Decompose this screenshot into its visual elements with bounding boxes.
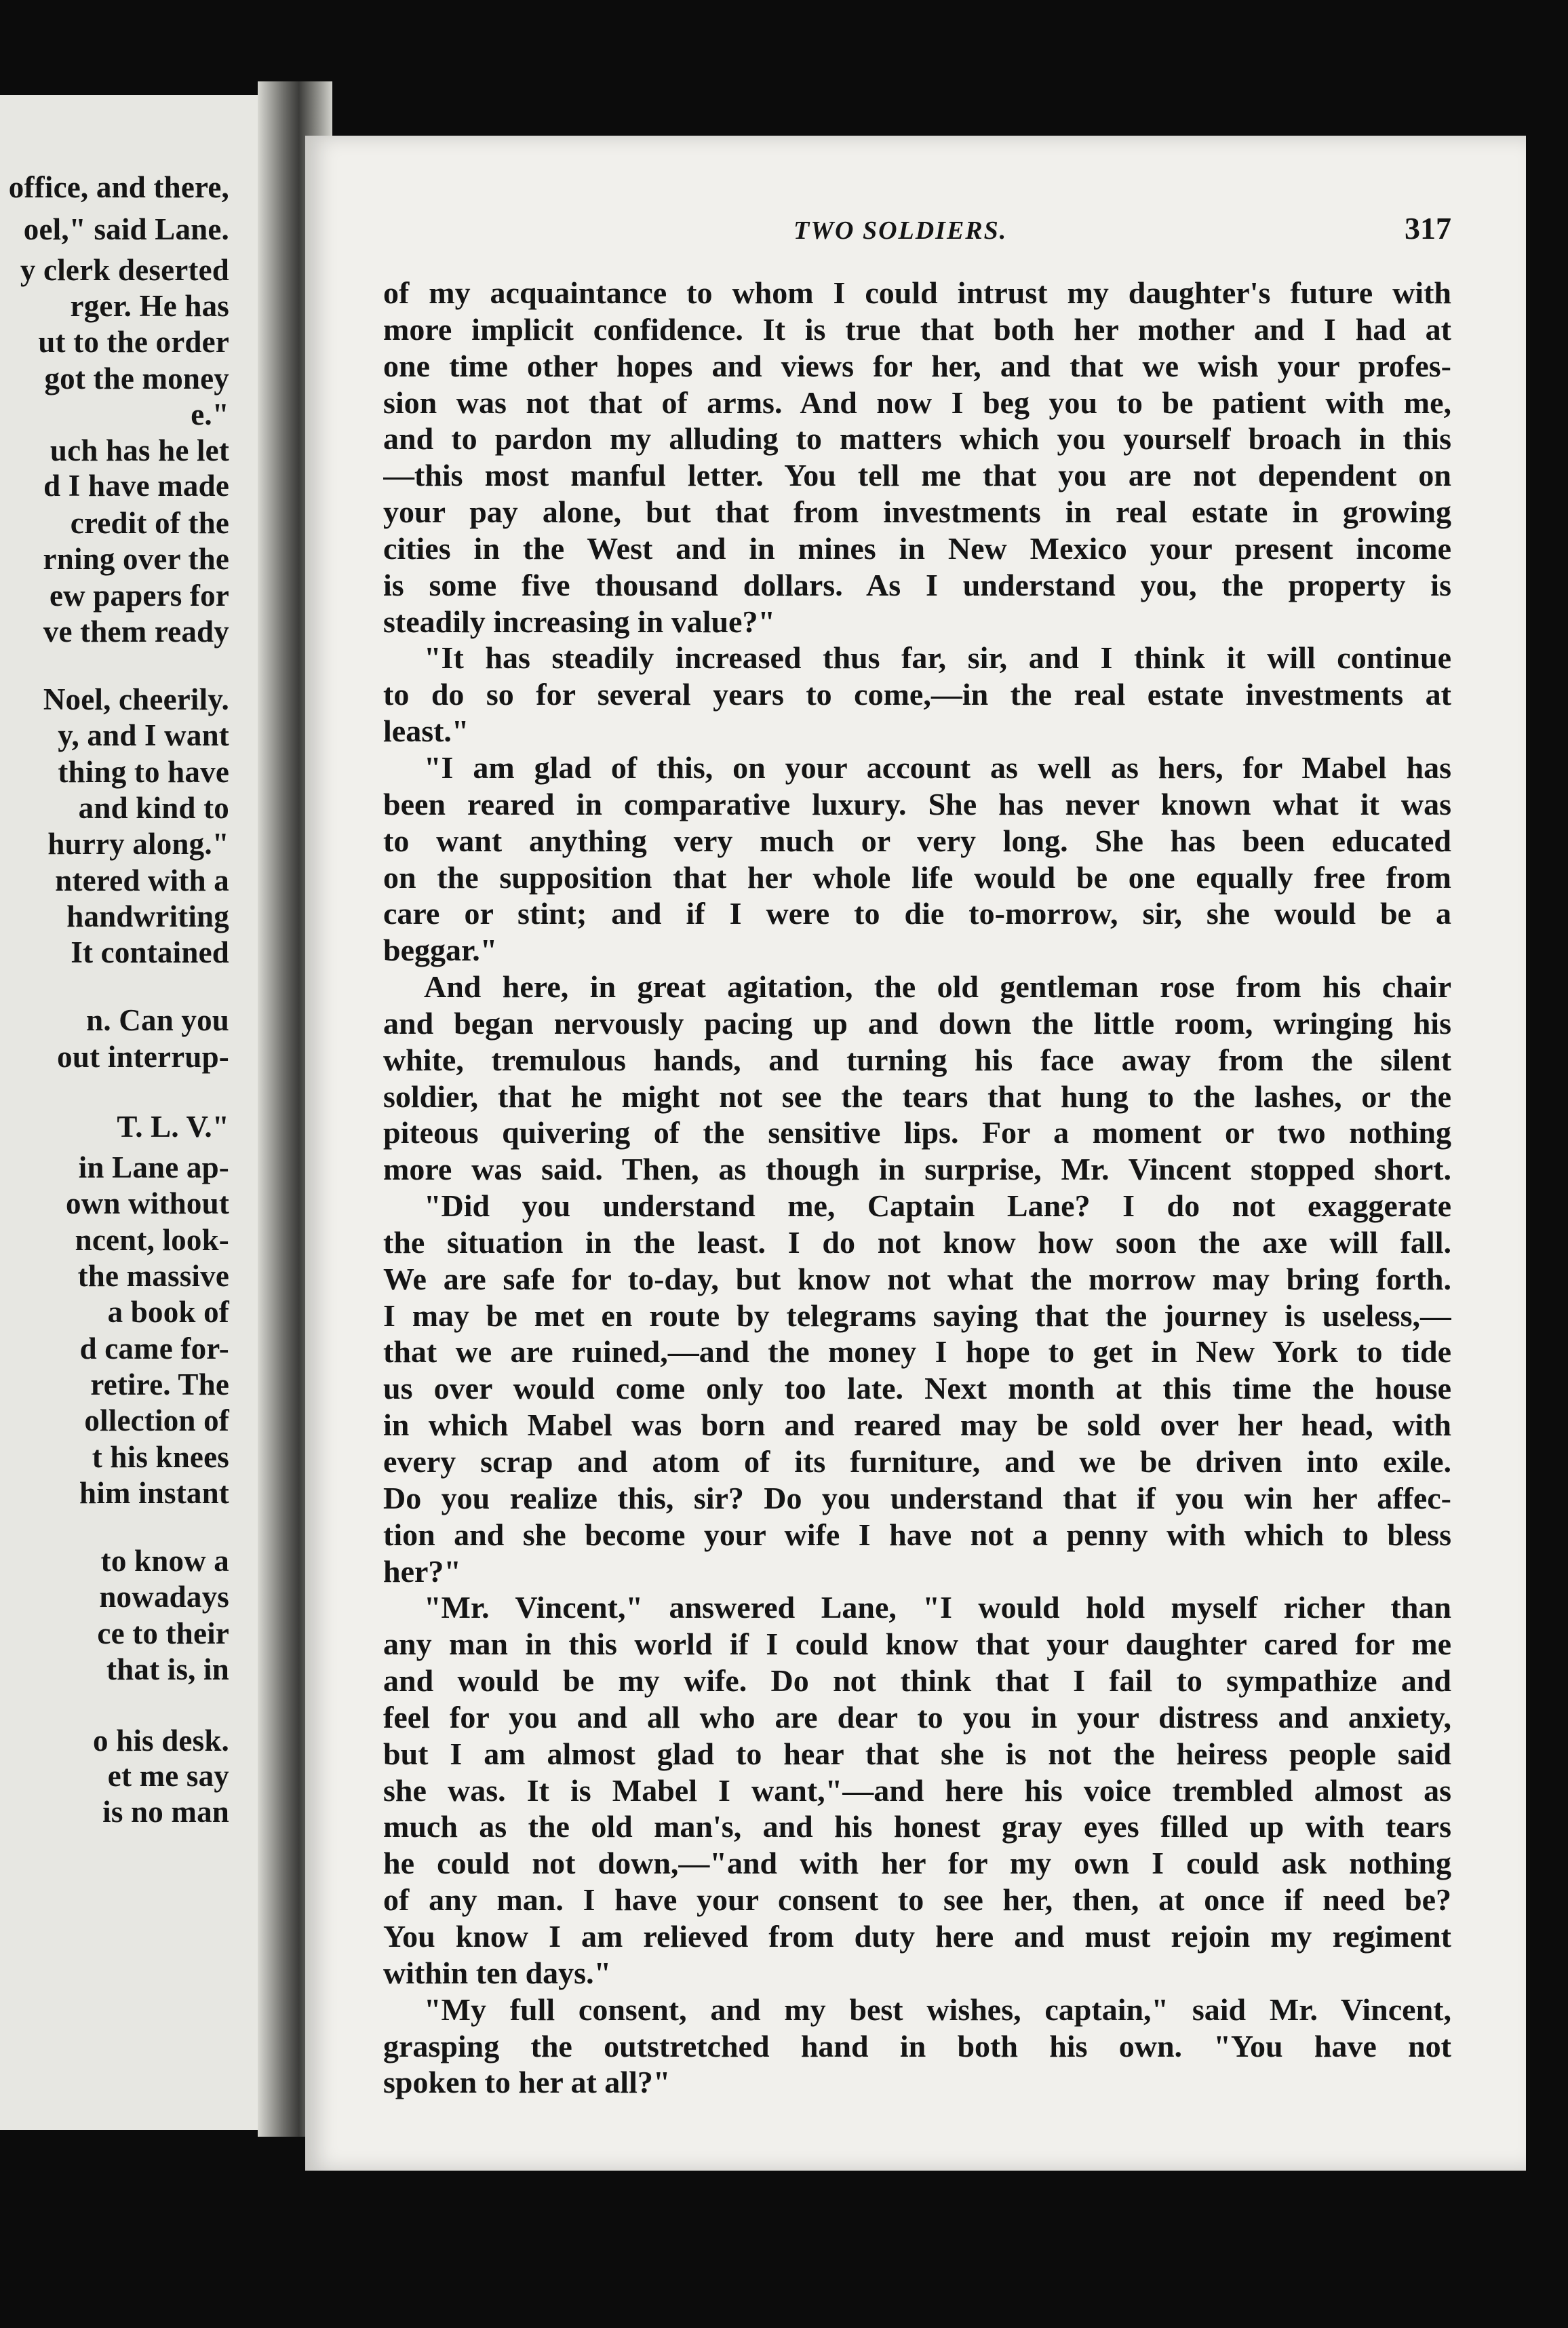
left-page-line: e.": [191, 397, 229, 431]
text-line: piteous quivering of the sensitive lips. For a moment or two nothing: [383, 1115, 1451, 1150]
left-page-line: et me say: [107, 1759, 229, 1793]
text-line: the situation in the least. I do not know how soon the axe will fall.: [383, 1224, 1451, 1260]
left-page-line: hurry along.": [47, 827, 229, 861]
left-page-line: got the money: [44, 362, 229, 395]
left-page-line: n. Can you: [86, 1003, 229, 1037]
left-page-line: the massive: [77, 1259, 229, 1293]
text-line: grasping the outstretched hand in both his own. "You have not: [383, 2028, 1451, 2063]
text-line: tion and she become your wife I have not a penny with which to bless: [383, 1517, 1451, 1552]
text-line: on the supposition that her whole life would be one equally free from: [383, 859, 1451, 895]
text-line: of my acquaintance to whom I could intrust my daughter's future with: [383, 275, 1451, 310]
left-page-line: to know a: [100, 1544, 229, 1578]
left-page-line: handwriting: [66, 899, 229, 933]
left-page-line: ew papers for: [49, 579, 229, 613]
text-line: in which Mabel was born and reared may be sold over her head, with: [383, 1408, 1451, 1443]
left-page-line: T. L. V.": [117, 1110, 229, 1144]
text-line: "Did you understand me, Captain Lane? I do not exaggerate: [424, 1188, 1451, 1224]
left-page-line: that is, in: [106, 1652, 229, 1686]
text-line: beggar.": [383, 933, 498, 968]
left-page-line: retire. The: [90, 1367, 229, 1401]
left-page-line: ve them ready: [43, 615, 229, 648]
text-line: to want anything very much or very long. She has been educated: [383, 823, 1451, 858]
text-line: feel for you and all who are dear to you in your distress and anxiety,: [383, 1699, 1451, 1734]
text-line: I may be met en route by telegrams saying that the journey is useless,—: [383, 1298, 1451, 1333]
text-line: sion was not that of arms. And now I beg you to be patient with me,: [383, 385, 1451, 420]
text-line: of any man. I have your consent to see her, then, at once if need be?: [383, 1882, 1451, 1918]
text-line: "It has steadily increased thus far, sir, and I think it will continue: [424, 640, 1451, 676]
left-page-line: him instant: [79, 1476, 229, 1510]
text-line: "Mr. Vincent," answered Lane, "I would hold myself richer than: [424, 1590, 1451, 1625]
text-line: You know I am relieved from duty here and must rejoin my regiment: [383, 1918, 1451, 1954]
text-line: been reared in comparative luxury. She has never known what it was: [383, 786, 1451, 821]
text-line: more implicit confidence. It is true that both her mother and I had at: [383, 311, 1451, 347]
left-page-line: ncent, look-: [75, 1223, 229, 1257]
left-page-line: uch has he let: [50, 433, 229, 467]
text-line: "My full consent, and my best wishes, captain," said Mr. Vincent,: [424, 1992, 1451, 2027]
text-line: he could not down,—"and with her for my own I could ask nothing: [383, 1846, 1451, 1881]
text-line: within ten days.": [383, 1955, 612, 1990]
left-page-line: ntered with a: [55, 864, 229, 897]
text-line: more was said. Then, as though in surprise, Mr. Vincent stopped short.: [383, 1152, 1451, 1187]
left-page-line: d came for-: [79, 1332, 229, 1365]
text-line: Do you realize this, sir? Do you understand that if you win her affec-: [383, 1480, 1451, 1515]
text-line: We are safe for to-day, but know not what the morrow may bring forth.: [383, 1261, 1451, 1296]
text-line: but I am almost glad to hear that she is not the heiress people said: [383, 1736, 1451, 1771]
text-line: least.": [383, 714, 469, 749]
right-page: [305, 136, 1526, 2171]
text-line: soldier, that he might not see the tears that hung to the lashes, or the: [383, 1079, 1451, 1114]
text-line: spoken to her at all?": [383, 2065, 671, 2100]
left-page-line: oel," said Lane.: [23, 212, 229, 246]
body-text: [383, 275, 1451, 2101]
left-page-line: thing to have: [58, 755, 229, 789]
left-page-line: out interrup-: [57, 1040, 229, 1074]
text-line: she was. It is Mabel I want,"—and here his voice trembled almost as: [383, 1772, 1451, 1808]
text-line: —this most manful letter. You tell me that you are not dependent on: [383, 458, 1451, 493]
text-line: "I am glad of this, on your account as well as hers, for Mabel has: [424, 750, 1451, 785]
text-line: us over would come only too late. Next month at this time the house: [383, 1371, 1451, 1406]
text-line: your pay alone, but that from investments in real estate in growing: [383, 494, 1451, 530]
text-line: her?": [383, 1553, 461, 1589]
left-page-line: y, and I want: [58, 718, 229, 752]
left-page-line: a book of: [107, 1295, 229, 1329]
left-page-line: ce to their: [97, 1616, 229, 1650]
running-head: TWO SOLDIERS.: [793, 216, 1008, 245]
left-page-line: d I have made: [43, 469, 229, 503]
text-line: and to pardon my alluding to matters which you yourself broach in this: [383, 421, 1451, 457]
left-page-line: Noel, cheerily.: [43, 682, 229, 716]
left-page-line: ut to the order: [38, 325, 229, 359]
left-page-line: It contained: [71, 935, 229, 969]
left-page-line: o his desk.: [92, 1724, 229, 1758]
text-line: And here, in great agitation, the old gentleman rose from his chair: [424, 969, 1451, 1005]
text-line: any man in this world if I could know that your daughter cared for me: [383, 1627, 1451, 1662]
left-page-line: own without: [66, 1186, 229, 1220]
left-page-line: rger. He has: [70, 289, 229, 323]
left-page-line: and kind to: [78, 791, 229, 825]
text-line: cities in the West and in mines in New Mexico your present income: [383, 530, 1451, 566]
left-page-line: t his knees: [92, 1440, 229, 1474]
text-line: much as the old man's, and his honest gray eyes filled up with tears: [383, 1809, 1451, 1844]
text-line: care or stint; and if I were to die to-morrow, sir, she would be a: [383, 896, 1451, 931]
text-line: to do so for several years to come,—in the real estate investments at: [383, 677, 1451, 712]
page-number: 317: [1405, 211, 1451, 246]
left-page-line: credit of the: [70, 506, 229, 540]
left-page-line: ollection of: [84, 1403, 229, 1437]
text-line: that we are ruined,—and the money I hope to get in New York to tide: [383, 1334, 1451, 1370]
text-line: and began nervously pacing up and down the little room, wringing his: [383, 1005, 1451, 1041]
text-line: is some five thousand dollars. As I understand you, the property is: [383, 567, 1451, 602]
text-line: and would be my wife. Do not think that I fail to sympathize and: [383, 1663, 1451, 1699]
left-page-line: y clerk deserted: [20, 253, 229, 287]
left-page-line: is no man: [102, 1795, 229, 1829]
left-page-line: nowadays: [99, 1580, 229, 1614]
text-line: steadily increasing in value?": [383, 604, 776, 639]
text-line: one time other hopes and views for her, and that we wish your profes-: [383, 348, 1451, 383]
text-line: white, tremulous hands, and turning his face away from the silent: [383, 1042, 1451, 1077]
left-page: [0, 95, 292, 2130]
left-page-line: rning over the: [43, 542, 229, 576]
left-page-line: in Lane ap-: [78, 1150, 229, 1184]
left-page-line: office, and there,: [8, 170, 229, 204]
text-line: every scrap and atom of its furniture, and we be driven into exile.: [383, 1444, 1451, 1479]
